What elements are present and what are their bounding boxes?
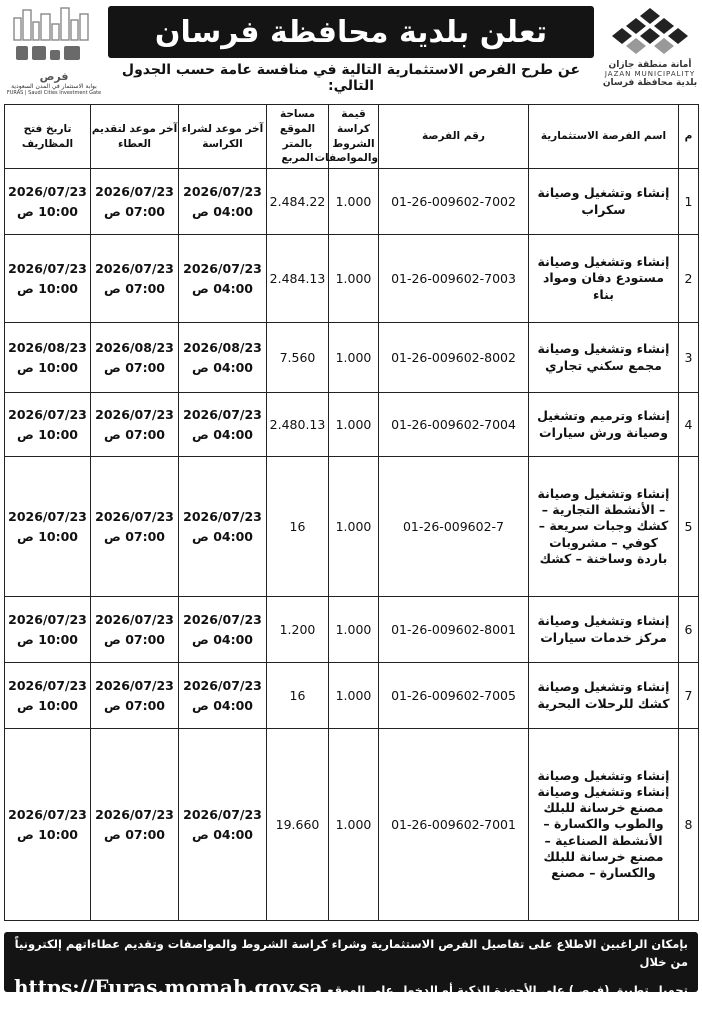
row-buy-deadline (179, 663, 267, 729)
open-date: 2026/07/23 (8, 183, 87, 199)
row-submit-deadline (91, 457, 179, 597)
row-open-date (5, 169, 91, 235)
buy-date: 2026/07/23 (183, 406, 262, 422)
table-row (5, 663, 699, 729)
open-time: 10:00 ص (17, 528, 78, 544)
row-area: 2.484.22 (267, 169, 329, 235)
page-header (0, 0, 702, 100)
open-time: 10:00 ص (17, 826, 78, 842)
row-submit-deadline (91, 393, 179, 457)
furas-logo (4, 4, 104, 96)
buy-time: 04:00 ص (192, 697, 253, 713)
buy-date: 2026/08/23 (183, 339, 262, 355)
row-idx: 2 (679, 235, 699, 323)
row-opp-no: 01-26-009602-7001 (379, 729, 529, 921)
table-row (5, 597, 699, 663)
row-fee: 1.000 (329, 597, 379, 663)
row-opp-no: 01-26-009602-7003 (379, 235, 529, 323)
open-date: 2026/07/23 (8, 260, 87, 276)
footer-notice (4, 932, 698, 1015)
row-open-date (5, 393, 91, 457)
row-buy-deadline (179, 169, 267, 235)
buy-date: 2026/07/23 (183, 806, 262, 822)
submit-date: 2026/07/23 (95, 183, 174, 199)
jazan-line2: JAZAN MUNICIPALITY (604, 70, 696, 78)
open-time: 10:00 ص (17, 203, 78, 219)
table-row (5, 457, 699, 597)
open-date: 2026/07/23 (8, 611, 87, 627)
row-fee: 1.000 (329, 393, 379, 457)
furas-line1: بوابة الاستثمار في المدن السعودية (11, 83, 97, 90)
header-area: مساحة الموقع بالمتر المربع (267, 105, 329, 169)
row-fee: 1.000 (329, 457, 379, 597)
submit-date: 2026/07/23 (95, 260, 174, 276)
jazan-emblem-icon (602, 4, 698, 56)
row-opp-no: 01-26-009602-7004 (379, 393, 529, 457)
open-date: 2026/07/23 (8, 406, 87, 422)
row-opp-no: 01-26-009602-8001 (379, 597, 529, 663)
buy-time: 04:00 ص (192, 359, 253, 375)
jazan-line1: أمانة منطقة جازان (608, 60, 692, 70)
jazan-municipality-logo (602, 4, 698, 96)
submit-time: 07:00 ص (104, 203, 165, 219)
row-submit-deadline (91, 235, 179, 323)
open-date: 2026/07/23 (8, 508, 87, 524)
row-idx: 7 (679, 663, 699, 729)
submit-date: 2026/07/23 (95, 677, 174, 693)
footer-line2-wrap (14, 972, 688, 1017)
open-time: 10:00 ص (17, 359, 78, 375)
row-area: 2.484.13 (267, 235, 329, 323)
page-subtitle: عن طرح الفرص الاستثمارية التالية في منافسة عامة حسب الجدول التالي: (121, 62, 581, 94)
submit-time: 07:00 ص (104, 826, 165, 842)
row-name: إنشاء وتشغيل وصيانة – الأنشطة التجارية – كشك وجبات سريعة – كوفي – مشروبات باردة وساخنة – كشك (529, 457, 679, 597)
row-area: 1.200 (267, 597, 329, 663)
row-area: 19.660 (267, 729, 329, 921)
buy-time: 04:00 ص (192, 631, 253, 647)
row-name: إنشاء وتشغيل وصيانة مركز خدمات سيارات (529, 597, 679, 663)
row-submit-deadline (91, 169, 179, 235)
header-opp-no: رقم الفرصة (379, 105, 529, 169)
table-row (5, 323, 699, 393)
header-name: اسم الفرصة الاستثمارية (529, 105, 679, 169)
open-date: 2026/08/23 (8, 339, 87, 355)
footer-line1: بإمكان الراغبين الاطلاع على تفاصيل الفرص الاستثمارية وشراء كراسة الشروط والمواصفات وتقديم عطاءاتهم إلكترونياً من خلال (14, 937, 688, 969)
furas-brand: فرص (39, 70, 69, 83)
row-submit-deadline (91, 729, 179, 921)
row-idx: 6 (679, 597, 699, 663)
row-buy-deadline (179, 457, 267, 597)
submit-date: 2026/07/23 (95, 406, 174, 422)
buy-date: 2026/07/23 (183, 508, 262, 524)
row-opp-no: 01-26-009602-7002 (379, 169, 529, 235)
open-time: 10:00 ص (17, 280, 78, 296)
buy-time: 04:00 ص (192, 203, 253, 219)
open-time: 10:00 ص (17, 631, 78, 647)
row-submit-deadline (91, 663, 179, 729)
buy-time: 04:00 ص (192, 826, 253, 842)
row-open-date (5, 235, 91, 323)
row-open-date (5, 729, 91, 921)
submit-time: 07:00 ص (104, 280, 165, 296)
buy-time: 04:00 ص (192, 426, 253, 442)
row-open-date (5, 597, 91, 663)
row-opp-no: 01-26-009602-7 (379, 457, 529, 597)
row-fee: 1.000 (329, 323, 379, 393)
row-area: 16 (267, 457, 329, 597)
row-submit-deadline (91, 597, 179, 663)
buy-date: 2026/07/23 (183, 611, 262, 627)
row-fee: 1.000 (329, 169, 379, 235)
row-buy-deadline (179, 729, 267, 921)
submit-time: 07:00 ص (104, 359, 165, 375)
table-row (5, 729, 699, 921)
row-name: إنشاء وتشغيل وصيانة مجمع سكني تجاري (529, 323, 679, 393)
submit-time: 07:00 ص (104, 528, 165, 544)
row-idx: 3 (679, 323, 699, 393)
row-area: 2.480.13 (267, 393, 329, 457)
row-opp-no: 01-26-009602-7005 (379, 663, 529, 729)
row-idx: 4 (679, 393, 699, 457)
row-fee: 1.000 (329, 729, 379, 921)
open-date: 2026/07/23 (8, 677, 87, 693)
buy-time: 04:00 ص (192, 528, 253, 544)
furas-skyline-icon (4, 4, 104, 66)
row-buy-deadline (179, 323, 267, 393)
header-buy-deadline: آخر موعد لشراء الكراسة (179, 105, 267, 169)
header-open-date: تاريخ فتح المظاريف (5, 105, 91, 169)
row-name: إنشاء وتشغيل وصيانة كشك للرحلات البحرية (529, 663, 679, 729)
buy-date: 2026/07/23 (183, 677, 262, 693)
table-row (5, 393, 699, 457)
row-fee: 1.000 (329, 663, 379, 729)
open-date: 2026/07/23 (8, 806, 87, 822)
header-fee: قيمة كراسة الشروط والمواصفات (329, 105, 379, 169)
table-header-row (5, 105, 699, 169)
row-name: إنشاء وتشغيل وصيانة إنشاء وتشغيل وصيانة مصنع خرسانة للبلك والطوب والكسارة – الأنشطة الصناعية – مصنع خرسانة للبلك والكسارة – مصنع (529, 729, 679, 921)
row-area: 16 (267, 663, 329, 729)
header-submit-deadline: آخر موعد لتقديم العطاء (91, 105, 179, 169)
row-name: إنشاء وتشغيل وصيانة مستودع دفان ومواد بناء (529, 235, 679, 323)
submit-date: 2026/07/23 (95, 611, 174, 627)
buy-time: 04:00 ص (192, 280, 253, 296)
header-idx: م (679, 105, 699, 169)
furas-line2: FURAS | Saudi Cities Investment Gate (6, 90, 102, 96)
submit-date: 2026/07/23 (95, 508, 174, 524)
row-idx: 1 (679, 169, 699, 235)
furas-website-link[interactable]: https://Furas.momah.gov.sa (14, 974, 323, 999)
row-open-date (5, 457, 91, 597)
buy-date: 2026/07/23 (183, 183, 262, 199)
submit-time: 07:00 ص (104, 631, 165, 647)
row-idx: 5 (679, 457, 699, 597)
row-buy-deadline (179, 393, 267, 457)
submit-time: 07:00 ص (104, 697, 165, 713)
table-row (5, 169, 699, 235)
row-submit-deadline (91, 323, 179, 393)
submit-date: 2026/07/23 (95, 806, 174, 822)
open-time: 10:00 ص (17, 697, 78, 713)
page-title: تعلن بلدية محافظة فرسان (108, 6, 594, 58)
row-name: إنشاء وتشغيل وصيانة سكراب (529, 169, 679, 235)
row-area: 7.560 (267, 323, 329, 393)
submit-time: 07:00 ص (104, 426, 165, 442)
open-time: 10:00 ص (17, 426, 78, 442)
row-buy-deadline (179, 597, 267, 663)
row-opp-no: 01-26-009602-8002 (379, 323, 529, 393)
row-open-date (5, 663, 91, 729)
row-fee: 1.000 (329, 235, 379, 323)
footer-line2: تحميل تطبيق (فرص) على الأجهزة الذكية أو الدخول على الموقع الإلكتروني (326, 982, 688, 1015)
row-name: إنشاء وترميم وتشغيل وصيانة ورش سيارات (529, 393, 679, 457)
table-row (5, 235, 699, 323)
opportunities-table (4, 104, 699, 921)
submit-date: 2026/08/23 (95, 339, 174, 355)
row-buy-deadline (179, 235, 267, 323)
row-idx: 8 (679, 729, 699, 921)
row-open-date (5, 323, 91, 393)
jazan-line3: بلدية محافظة فرسان (602, 78, 698, 88)
buy-date: 2026/07/23 (183, 260, 262, 276)
